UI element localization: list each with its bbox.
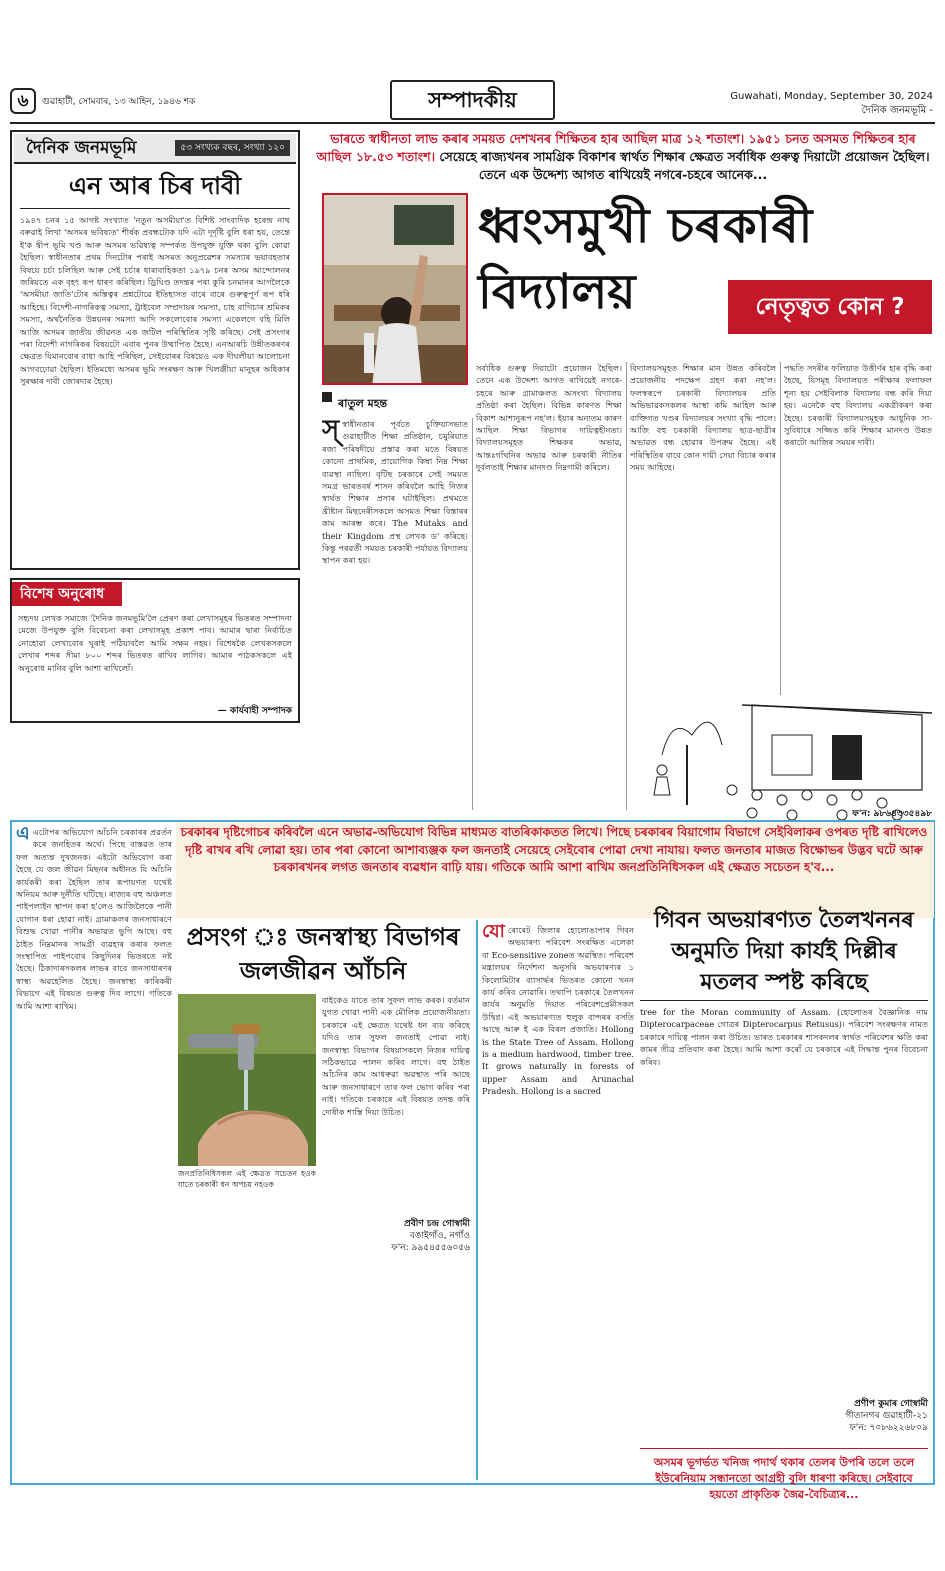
lower-dropcap: এ — [16, 826, 30, 844]
header-rule — [10, 122, 935, 124]
page-number: ৬ — [10, 88, 36, 114]
main-phone: ফ'ন: ৯৮৬৪৩৩৫৪৯৮ — [852, 809, 932, 819]
lower-divider — [476, 920, 478, 1480]
classroom-photo — [322, 193, 468, 385]
lower-headline-right: গিবন অভয়াৰণ্যত তৈলখননৰ অনুমতি দিয়া কাৰ্যই দিল্লীৰ মতলব স্পষ্ট কৰিছে — [654, 908, 914, 995]
lower-right-place: গীতানগৰ গুৱাহাটী-২১ — [845, 1411, 928, 1421]
lower-mid-col — [482, 924, 634, 1476]
masthead-brand: দৈনিক জনমভূমি — [26, 138, 137, 158]
column-rule — [780, 362, 781, 702]
lower-right-phone: ফ'ন: ৭০৮৬২২৬৮০৯ — [849, 1423, 928, 1433]
tap-illustration — [178, 994, 316, 1166]
column-rule — [626, 362, 627, 810]
main-col-2: সৰ্বাধিক গুৰুত্ব দিয়াটো প্ৰয়োজন হৈছিল। তেনে এক উদ্দেশ্য আগত ৰাখিয়েই নগৰে-চহৰে আৰু গ্ৰামাঞ্চলত অসংখ্য বিদ্যালয় প্ৰতিষ্ঠা কৰা হৈছিল। বিভিন্ন কাৰণত শিক্ষা বিকাশ আশানুৰূপ নহ'ল। ইয়াৰ অন্যতম কাৰণ আছিল শিক্ষা বিভাগৰ দায়িত্বহীনতা। বিদ্যালয়সমূহত শিক্ষকৰ অভাৱ, আন্তঃগাঁথনিৰ অভাৱ আৰু চৰকাৰী নীতিৰ দুৰ্বলতাই শিক্ষাৰ মানদণ্ড নিম্নগামী কৰিলে। — [476, 363, 622, 473]
editorial-masthead — [14, 134, 296, 164]
brand-small: দৈনিক জনমভূমি - — [861, 105, 933, 116]
tap-caption: জনপ্ৰতিনিধিসকল এই ক্ষেত্ৰত সচেতন হওক যাতে চৰকাৰী ধন অপচয় নহওক — [178, 1169, 316, 1189]
spacer — [476, 815, 477, 816]
main-col-4: পদ্ধতি সদৰীৰ ফলিয়াত উত্তীৰ্ণৰ হাৰ বৃদ্ধি কৰা হৈছে, যিসমূহ বিদ্যালয়ত পৰীক্ষাৰ ফলাফল শূন্য হয় সেইবিলাক বিদ্যালয় বন্ধ কৰি দিয়া হয়। এনেকৈ বহু বিদ্যালয় একত্ৰীকৰণ কৰা হৈছে। চৰকাৰী বিদ্যালয়সমূহক আধুনিক সা-সুবিধাৰে সজ্জিত কৰি শিক্ষাৰ মানদণ্ড উন্নত কৰাটো আজিৰ সময়ৰ দাবী। — [784, 363, 932, 448]
main-headline-line2: বিদ্যালয় — [478, 264, 636, 320]
school-sketch — [632, 695, 934, 825]
main-col-1 — [322, 418, 468, 810]
special-request-signature: — কাৰ্যবাহী সম্পাদক — [217, 706, 292, 716]
dropcap: স্ — [322, 418, 340, 445]
section-title: সম্পাদকীয় — [390, 80, 555, 120]
lower-mid-dropcap: যো — [482, 924, 505, 942]
lower-left2-col: বাইকেও যাতে তাৰ সুফল লাভ কৰক। বৰ্তমান যুগত খোৱা পানী এক মৌলিক প্ৰয়োজনীয়তা। চৰকাৰে এই ক্ষেত্ৰত যথেষ্ট ধন ব্যয় কৰিছে যদিও তাৰ সুফল জনতাই পোৱা নাই। জনস্বাস্থ্য বিভাগৰ বিষয়াসকলে নিজৰ দায়িত্ব সঠিকভাৱে পালন কৰিব লাগে। বহু ঠাইত আঁচনিৰ কাম আধৰুৱা অৱস্থাত পৰি আছে আৰু জনসাধাৰণে তাৰ ফল ভোগ কৰিব পৰা নাই। গতিকে চৰকাৰে এই বিষয়ত তদন্ত কৰি দোষীক শাস্তি দিয়া উচিত। — [322, 995, 470, 1117]
lower-left-signature: প্ৰবীণ চন্দ্ৰ গোস্বামী — [404, 1219, 470, 1229]
lower-mid-col-text: ৰোৰেট জিলাৰ হোলোঙাপাৰ গিবন অভয়াৰণ্য পৰিবেশ সংৰক্ষিত এলেকা বা Eco-sensitive zoneত অৱস্থিত। পৰিবেশ মন্ত্ৰালয়ৰ নিৰ্দেশনা অনুসৰি অভয়াৰণ্যৰ ১ কিলোমিটাৰ ব্যাসাৰ্দ্ধৰ ভিতৰত কোনো খনন কাৰ্য কৰিব নোৱাৰি। তথাপি চৰকাৰে তৈলখনন কাৰ্যৰ অনুমতি দিয়াত পৰিবেশপ্ৰেমীসকল উদ্বিগ্ন। এই অভয়াৰণ্যত হুলুক বান্দৰৰ বসতি আছে আৰু ই এক বিৰল প্ৰজাতি। Hollong is the State Tree of Assam. Hollong is a medium hardwood, timber tree. It grows naturally in forests of upper Assam and Arunachal Pradesh. Hollong is a sacred — [482, 925, 634, 1097]
lower-left-col-text: এটোপৰ অভিযোগ আঁচনি চৰকাৰৰ প্ৰৱৰ্তন কৰে জনহিতৰ অৰ্থে। পিছে বাস্তৱত তাৰ ফল অত্যন্ত দুখজনক। এইটো অভিযোগ কৰা হৈছে যে জল জীৱন মিছনৰ অধীনত যি আঁচনি কাৰ্যকৰী কৰা হৈছিল তাৰ ৰূপায়ণত যথেষ্ট অনিয়ম আৰু দুৰ্নীতি ঘটিছে। ৰাজ্যৰ বহু অঞ্চলত পাইপলাইন স্থাপন কৰা হ'লেও আজিলৈকে পানী যোগান ধৰা হোৱা নাই। গ্ৰামাঞ্চলৰ জনসাধাৰণে বিশুদ্ধ খোৱা পানীৰ অভাৱত ভুগি আছে। বহু ঠাইত নিম্নমানৰ সামগ্ৰী ব্যৱহাৰ কৰাৰ ফলত সংস্থাপিত পাইপবোৰ কিছুদিনৰ ভিতৰতে নষ্ট হৈছে। ঠিকাদাৰসকলৰ লাভৰ বাবে জনসাধাৰণৰ স্বাস্থ্য অৱহেলিত হৈছে। জনস্বাস্থ্য কাৰিকৰী বিভাগে এই বিষয়ত গুৰুত্ব দিব লাগে। গতিকে আমি আশা ৰাখিম। — [16, 827, 172, 1011]
lower-right-signature: প্ৰণীপ কুমাৰ গোস্বামী — [854, 1399, 928, 1409]
date-english: Guwahati, Monday, September 30, 2024 — [730, 91, 933, 102]
lower-footer-red: অসমৰ ভূগৰ্ভত খনিজ পদাৰ্থ থকাৰ তেলৰ উপৰি তলে তলে ইউৰেনিয়াম সন্ধানতো আগ্ৰহী বুলি ধাৰণা কৰিছে। সেইবাবে হয়তো প্ৰাকৃতিক জৈৱ-বৈচিত্ৰ্যৰ... — [653, 1456, 915, 1501]
byline-marker — [322, 392, 332, 402]
kicker-black: সেয়েহে ৰাজ্যখনৰ সামগ্ৰিক বিকাশৰ স্বাৰ্থত শিক্ষাৰ ক্ষেত্ৰত সৰ্বাধিক গুৰুত্ব দিয়াটো প্ৰয়োজন হৈছিল। তেনে এক উদ্দেশ্য আগত ৰাখিয়েই নগৰে-চহৰে আনেক... — [439, 149, 930, 182]
tap-photo — [178, 994, 316, 1166]
main-col-3: বিদ্যালয়সমূহত শিক্ষাৰ মান উন্নত কৰিবলৈ প্ৰয়োজনীয় পদক্ষেপ গ্ৰহণ কৰা নহ'ল। ফলস্বৰূপে চৰকাৰী বিদ্যালয়ৰ প্ৰতি অভিভাৱকসকলৰ আস্থা কমি আহিল আৰু ব্যক্তিগত খণ্ডৰ বিদ্যালয়ৰ সংখ্যা বৃদ্ধি পালে। আজি বহু চৰকাৰী বিদ্যালয় ছাত্ৰ-ছাত্ৰীৰ অভাৱত বন্ধ হোৱাৰ উপক্ৰম হৈছে। এই পৰিস্থিতিৰ বাবে কোন দায়ী সেয়া বিচাৰ কৰাৰ সময় আহিছে। — [630, 363, 776, 473]
headline-tag: নেতৃত্বত কোন ? — [728, 280, 932, 334]
sketch-illustration — [632, 695, 934, 825]
date-right — [730, 90, 933, 118]
headline-rule — [640, 1000, 928, 1001]
lower-kicker: চৰকাৰৰ দৃষ্টিগোচৰ কৰিবলৈ এনে অভাৱ-অভিযোগ বিভিন্ন মাধ্যমত বাতৰিকাকতত লিখে। পিছে চৰকাৰৰ বিয়াগোম বিভাগে সেইবিলাকৰ ওপৰত দৃষ্টি ৰাখিলেও দৃষ্টি ৰাখৰ ৰখি লোৱা হয়। তাৰ পৰা কোনো আশাব্যঞ্জক ফল জনতাই সেয়েহে সেইবোৰ পোৱা দেখা নাযায়। ফলত জনতাৰ মাজত বিক্ষোভৰ উদ্ভব ঘটে আৰু চৰকাৰখনৰ লগত জনতাৰ ব্যৱধান বাঢ়ি যায়। গতিকে আমি আশা ৰাখিম জনপ্ৰতিনিধিসকল এই ক্ষেত্ৰত সচেতন হ'ব... — [180, 825, 928, 874]
volume-badge: ৫৩ সংখ্যক বছৰ, সংখ্যা ১২০ — [175, 140, 290, 156]
dateline: গুৱাহাটী, সোমবাৰ, ১৩ আহিন, ১৯৪৬ শক — [42, 97, 196, 107]
special-request-title: বিশেষ অনুৰোধ — [12, 582, 122, 606]
column-rule — [472, 418, 473, 810]
lower-left-col — [16, 826, 172, 1476]
editorial-title: এন আৰ চিৰ দাবী — [68, 172, 242, 200]
kicker-red: ভাৰতে স্বাধীনতা লাভ কৰাৰ সময়ত দেশখনৰ শিক্ষিতৰ হাৰ আছিল মাত্ৰ ১২ শতাংশ। ১৯৫১ চনত অসমত শিক্ষিতৰ হাৰ আছিল ১৮.৫৩ শতাংশ। — [316, 131, 916, 164]
main-col-1-text: স্বাধীনতাৰ পূৰ্বতে চুক্তিয়াসভাত গুৱাহাটীত শিক্ষা প্ৰতিষ্ঠান, চমুৰিয়াত ৰজা পৰিষদীয়ে প্ৰস্তাৱ কৰা মতে বিষয়ত কোনো প্ৰাথমিক, প্ৰায়োগিক কিম্বা নিম্ন শিক্ষা ব্যৱস্থা নাছিল। বৃটিছ চৰকাৰে সেই সময়ত সমগ্ৰ ভাৰতবৰ্ষ শাসন কৰিবলৈ আহি নিজৰ স্বাৰ্থত শিক্ষাৰ প্ৰসাৰ ঘটাইছিল। প্ৰথমতে খ্ৰীষ্টান মিছনেৰীসকলে অসমত শিক্ষা বিস্তাৰৰ কাম আৰম্ভ কৰে। The Mutaks and their Kingdom প্ৰস্থ লেখক ড' কৰিছে। কিন্তু পৰৱৰ্তী সময়ত চৰকাৰী পৰ্যায়ত বিদ্যালয় স্থাপন কৰা হয়। — [322, 419, 468, 566]
byline: ৰাতুল মহন্ত — [338, 397, 388, 410]
lower-headline-left: প্ৰসংগ ঃ জনস্বাস্থ্য বিভাগৰ জলজীৱন আঁচনি — [186, 923, 460, 985]
lower-left-place: বঙাইগাঁও, নগাঁও — [409, 1231, 470, 1241]
lower-left-phone: ফ'ন: ৯৯৫৪৫৫৬০৫৬ — [391, 1243, 470, 1253]
editorial-body: ১৯৪৭ চনৰ ১৫ আগষ্ট সংখ্যাত 'নতুন অসমীয়া'ত বিশিষ্ট সাংবাদিক হৰেন্দ্ৰ নাথ বৰুৱাই লিখা 'অসমৰ ভবিষ্যত' শীৰ্ষক প্ৰবন্ধটোক যদি এটা দূৰ্দৃষ্টি বুলি ধৰা হয়, তেন্তে ই'ক দ্বীপ ভূমি খণ্ড আৰু অসমৰ ভৱিষ্যত্ব সম্পৰ্কত উপযুক্ত যুক্তি থকা বুলি কোৱা হৈছিল। স্বাধীনতাৰ প্ৰথম দিনটোৰ পৰাই অসমত অনুপ্ৰৱেশৰ সমস্যাৰ ভয়াবহতাৰ বিষয়ে চৰ্চা চলিছিল আৰু সেই চৰ্চাৰ ধাৰাবাহিকতা ১৯৭৯ চনৰ অসম আন্দোলনৰ জৰিয়তে এক বৃহৎ ৰূপ ধাৰণ কৰিছিল। ড্ৰিঘিণ্ড তদন্তৰ পৰা কুৰি চনমানৰ আগলৈকে 'অসমীয়া জাতি'টোৰ অস্তিত্বৰ প্ৰশ্নটোৱে ইতিহাসত বাৰে বাৰে গুৰুত্বপূৰ্ণ ৰূপ ধৰি আহিছে। বিদেশী-নাগৰিকত্ব সমস্যা, ট্ৰাইবেল সম্প্ৰদায়ৰ সমস্যা, চাহ বাগিচাৰ শ্ৰমিকৰ সমস্যা, অৰ্থনৈতিক উন্নয়নৰ সমস্যা আদি সকলোবোৰ সমস্যা একেলগে বহি মিলি আজি অসমৰ জাতীয় জীৱনত এক জটিল পৰিস্থিতিৰ সৃষ্টি কৰিছে। সেই প্ৰসংগৰ পৰা বিদেশী নাগৰিকৰ বিষয়টো এবাৰ পুনৰ উত্থাপিত হৈছে। এনআৰচি উন্নীতকৰণৰ ক্ষেত্ৰত যিমানবোৰ বাধা আহি পৰিছিল, সেইবোৰৰ বিষয়েও এক দীঘলীয়া আলোচনা আগবঢ়োৱা হৈছিল। ইতিমধ্যে অসমৰ ভূমি সংৰক্ষণ আৰু খিলঞ্জীয়া মানুহৰ অধিকাৰ সুৰক্ষাৰ দাবী জোৰদাৰ হৈছে। — [20, 215, 290, 387]
main-headline-line1: ধ্বংসমুখী চৰকাৰী — [478, 198, 814, 254]
footer-rule — [640, 1448, 928, 1449]
classroom-illustration — [324, 195, 468, 385]
lower-right-col: tree for the Moran community of Assam. (হোলোঙৰ বৈজ্ঞানিক নাম Dipterocarpaceae গোত্ৰৰ Dipterocarpus Retusus)। পৰিবেশ সংৰক্ষণৰ নামত চৰকাৰে দায়িত্ব পালন কৰা উচিত। ভাৰত চৰকাৰৰ শাসকদলৰ স্বাৰ্থত পৰিবেশৰ ক্ষতি কৰা কামৰ তীব্ৰ প্ৰতিবাদ কৰা হৈছে। আমি আশা কৰোঁ যে চৰকাৰে এই সিদ্ধান্ত পুনৰ বিবেচনা কৰিব। — [640, 1007, 928, 1067]
special-request-body: সহৃদয় লেখক সমাজে 'দৈনিক জনমভূমি'লৈ প্ৰেৰণ কৰা লেখাসমূহৰ ভিতৰত সম্পাদনা মেজে উপযুক্ত বুলি বিবেচনা কৰা লেখাসমূহ প্ৰকাশ পাব। আমাৰ দ্বাৰা নিৰ্বাচিত নোহোৱা লেখাবোৰ ঘূৰাই পঠিয়াবলৈ আমি সক্ষম নহয়। বিশেষকৈ লেখকসকলে লেখাৰ শব্দৰ সীমা ৮০০ শব্দৰ ভিতৰত ৰাখিব লাগিব। আমাৰ পাঠকসকলে এই অনুৰোধ মানিব বুলি আশা ৰাখিলোঁ। — [18, 613, 292, 673]
main-kicker — [316, 130, 930, 184]
